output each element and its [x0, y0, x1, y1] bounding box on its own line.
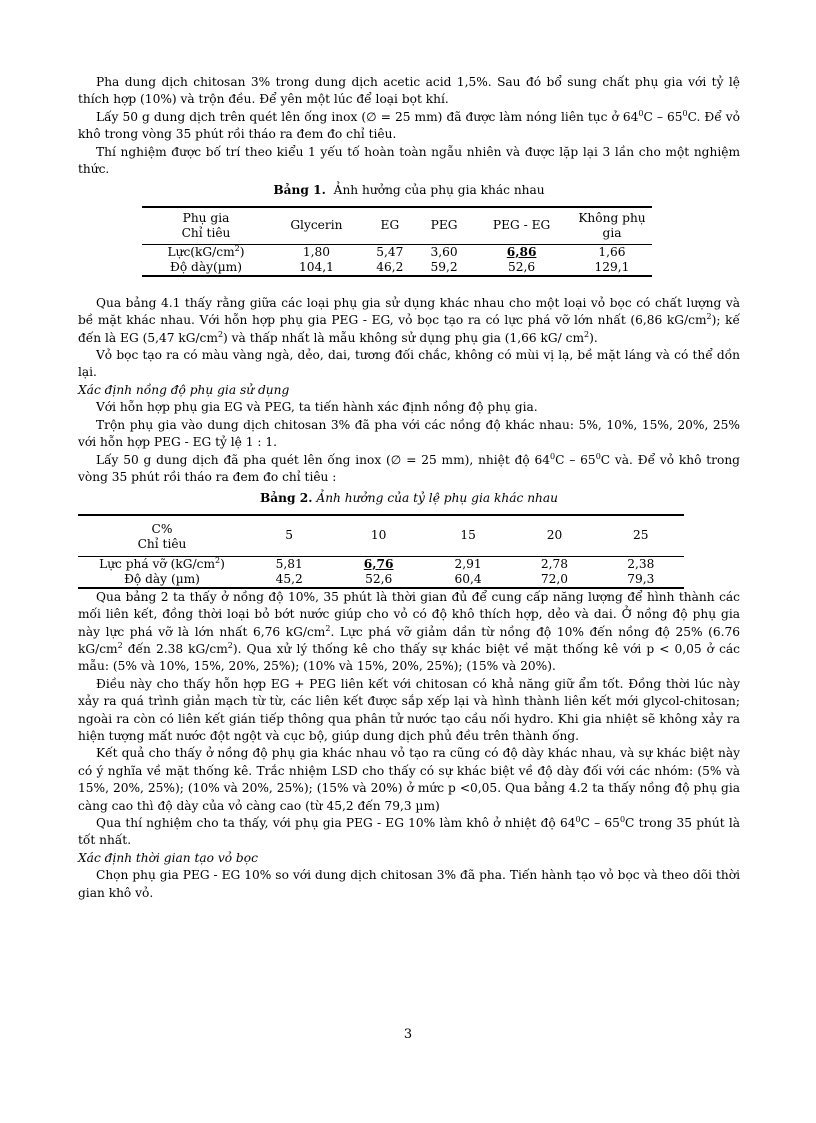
table-2-cell: 2,78 — [540, 556, 569, 571]
paragraph-4: Qua bảng 4.1 thấy rằng giữa các loại phụ gia sử dụng khác nhau cho một loại vỏ bọc có chất lượng và bề mặt khác nhau. Với hỗn hợp phụ gia PEG - EG, vỏ bọc tạo ra có lực phá vỡ lớn nhất (6,86 $kG/cm^2$); kế đến là EG (5,47 $kG/cm^2$) và thấp nhất là mẫu không sử dụng phụ gia (1,66 kG/ $cm^2$). — [78, 295, 740, 345]
table-1-cell-highlight: 6,86 — [506, 244, 537, 259]
paragraph-7: Trộn phụ gia vào dung dịch chitosan 3% đã pha với các nồng độ khác nhau: 5%, 10%, 15%, 20%, 25% với hỗn hợp PEG - EG tỷ lệ 1 : 1. — [78, 417, 740, 450]
section-heading-concentration: Xác định nồng độ phụ gia sử dụng — [78, 382, 290, 397]
page-number: 3 — [403, 1027, 413, 1042]
table-1-col-header: PEG - EG — [492, 218, 551, 233]
table-2-col-header: 15 — [460, 528, 476, 543]
table-2-cell: 2,91 — [454, 556, 482, 571]
table-2-col-header: 25 — [633, 528, 649, 543]
table-1-cell: 3,60 — [430, 244, 458, 259]
table-1-col-header: Glycerin — [290, 218, 343, 233]
paragraph-1: Pha dung dịch chitosan 3% trong dung dịch acetic acid 1,5%. Sau đó bổ sung chất phụ gia với tỷ lệ thích hợp (10%) và trộn đều. Để yên một lúc để loại bọt khí. — [78, 75, 740, 107]
table-2-header — [78, 515, 684, 557]
paragraph-13: Chọn phụ gia PEG - EG 10% so với dung dịch chitosan 3% đã pha. Tiến hành tạo vỏ bọc và theo dõi thời gian khô vỏ. — [78, 868, 740, 900]
table-2 — [78, 514, 684, 589]
table-2-cell-highlight: 6,76 — [363, 556, 394, 571]
table-2-cell: 60,4 — [454, 571, 482, 586]
table-1-header — [142, 207, 652, 245]
table-1-corner-header: Phụ gia Chỉ tiêu — [181, 210, 231, 240]
table-1-cell: 5,47 — [376, 244, 404, 259]
table-2-cell: 79,3 — [627, 571, 655, 586]
table-1-caption: Bảng 1. Ảnh hưởng của phụ gia khác nhau — [273, 183, 545, 198]
table-2-row-thickness — [78, 572, 684, 588]
table-1 — [142, 206, 652, 277]
table-1-cell: 59,2 — [430, 259, 458, 274]
paragraph-6: Với hỗn hợp phụ gia EG và PEG, ta tiến hành xác định nồng độ phụ gia. — [96, 400, 538, 415]
table-1-cell: 1,80 — [302, 244, 330, 259]
paragraph-2: Lấy 50 g dung dịch trên quét lên ống inox (∅ = 25 mm) đã được làm nóng liên tục ở $64^0C - 65^0C$. Để vỏ khô trong vòng 35 phút rồi tháo ra đem đo chỉ tiêu. — [78, 108, 740, 142]
paragraph-8: Lấy 50 g dung dịch đã pha quét lên ống inox (∅ = 25 mm), nhiệt độ $64^0C - 65^0C$ và. Để vỏ khô trong vòng 35 phút rồi tháo ra đem đo chỉ tiêu : — [78, 451, 740, 484]
paragraph-12: Qua thí nghiệm cho ta thấy, với phụ gia PEG - EG 10% làm khô ở nhiệt độ $64^0C - 65^0C$ trong 35 phút là tốt nhất. — [78, 814, 740, 848]
table-1-cell: 104,1 — [298, 259, 334, 274]
table-2-col-header: 20 — [546, 528, 563, 543]
table-1-cell: 52,6 — [508, 259, 536, 274]
paragraph-5: Vỏ bọc tạo ra có màu vàng ngà, dẻo, dai, tương đối chắc, không có mùi vị lạ, bề mặt láng và có thể dồn lại. — [78, 348, 740, 380]
table-2-col-header: 5 — [285, 528, 294, 543]
table-1-col-header: PEG — [430, 218, 458, 233]
table-1-cell: 129,1 — [594, 259, 630, 274]
table-2-row-label: Lực phá vỡ $(kG/cm^2)$ — [99, 555, 225, 571]
table-1-row-label: Độ dày(µm) — [170, 259, 242, 274]
table-1-cell: 46,2 — [376, 259, 404, 274]
section-heading-time: Xác định thời gian tạo vỏ bọc — [78, 850, 258, 865]
table-1-col-header: Không phụ gia — [578, 210, 646, 240]
table-2-cell: 45,2 — [275, 571, 303, 586]
table-2-caption: Bảng 2. Ảnh hưởng của tỷ lệ phụ gia khác nhau — [259, 491, 559, 506]
paragraph-11: Kết quả cho thấy ở nồng độ phụ gia khác nhau vỏ tạo ra cũng có độ dày khác nhau, và sự khác biệt này có ý nghĩa về mặt thống kê. Trắc nhiệm LSD cho thấy có sự khác biệt về độ dày đối với các nhóm: (5% và 15%, 20%, 25%); (10% và 20%, 25%); (15% và 20%) ở mức p <0,05. Qua bảng 4.2 ta thấy nồng độ phụ gia càng cao thì độ dày của vỏ càng cao (từ 45,2 đến 79,3 µm) — [78, 746, 740, 813]
table-2-cell: 2,38 — [627, 556, 655, 571]
table-2-cell: 52,6 — [365, 571, 393, 586]
paragraph-3: Thí nghiệm được bố trí theo kiểu 1 yếu tố hoàn toàn ngẫu nhiên và được lặp lại 3 lần cho một nghiệm thức. — [78, 144, 740, 177]
table-2-cell: 72,0 — [540, 571, 569, 586]
table-1-cell: 1,66 — [598, 244, 626, 259]
document-body — [78, 74, 740, 902]
table-2-col-header: 10 — [370, 528, 387, 543]
table-2-row-label: Độ dày (µm) — [124, 571, 200, 586]
table-2-corner-header: C% Chỉ tiêu — [137, 521, 187, 551]
table-2-row-force — [78, 556, 684, 572]
table-1-col-header: EG — [380, 218, 400, 233]
table-1-row-thickness — [142, 260, 652, 276]
paragraph-10: Điều này cho thấy hỗn hợp EG + PEG liên kết với chitosan có khả năng giữ ẩm tốt. Đồng thời lúc này xảy ra quá trình giản mạch từ từ, các liên kết được sắp xếp lại và hình thành liên kết mới glycol-chitosan; ngoài ra còn có liên kết gián tiếp thông qua phân tử nước tạo cầu nối hydro. Khi gia nhiệt sẽ không xảy ra hiện tượng mất nước đột ngột và cục bộ, giúp dung dịch phủ đều trên thành ống. — [78, 676, 740, 743]
table-2-cell: 5,81 — [275, 556, 303, 571]
paragraph-9: Qua bảng 2 ta thấy ở nồng độ 10%, 35 phút là thời gian đủ để cung cấp năng lượng để hình thành các mối liên kết, đồng thời loại bỏ bớt nước giúp cho vỏ có độ khô thích hợp, dẻo và dai. Ở nồng độ phụ gia này lực phá vỡ là lớn nhất 6,76 $kG/cm^2$. Lực phá vỡ giảm dần từ nồng độ 10% đến nồng độ 25% (6.76 $kG/cm^2$ đến 2.38 $kG/cm^2$). Qua xử lý thống kê cho thấy sự khác biệt về mặt thống kê với p < 0,05 ở các mẫu: (5% và 10%, 15%, 20%, 25%); (10% và 15%, 20%, 25%); (15% và 20%). — [78, 589, 740, 674]
table-1-row-label: $Lực(kG/cm^2)$ — [167, 243, 245, 259]
table-1-row-force — [142, 244, 652, 260]
